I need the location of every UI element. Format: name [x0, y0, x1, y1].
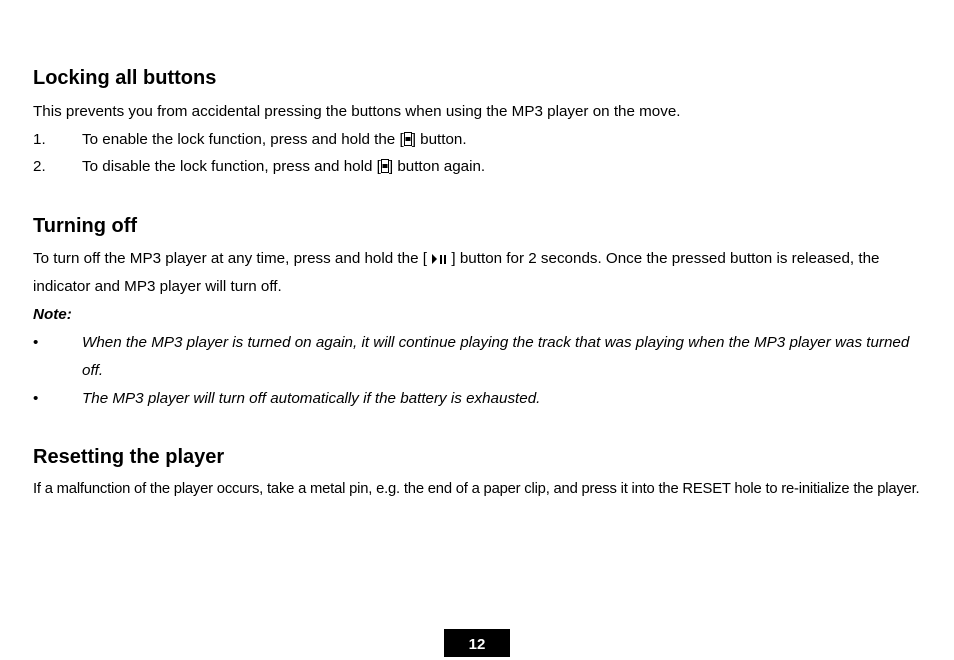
resetting-body: If a malfunction of the player occurs, take a metal pin, e.g. the end of a paper clip, and press it into the RESET hole to re-initialize the player. [33, 481, 920, 497]
note-item-1 [33, 329, 923, 385]
note-text: The MP3 player will turn off automatically if the battery is exhausted. [82, 390, 541, 407]
locking-step-2 [33, 153, 923, 181]
turning-off-body: To turn off the MP3 player at any time, press and hold the [ ] button for 2 seconds. Once the pressed button is released, the indicator and MP3 player will turn off. [33, 250, 880, 295]
page-number: 12 [444, 629, 510, 657]
note-item-2 [33, 385, 923, 413]
section-heading-resetting: Resetting the player [33, 446, 225, 468]
step-text: To enable the lock function, press and hold the [ ] button. [82, 131, 467, 148]
locking-step-1 [33, 126, 923, 154]
section-heading-turning-off: Turning off [33, 215, 138, 237]
lock-button-icon [381, 159, 389, 173]
bullet: • [33, 334, 39, 351]
step-number: 1. [33, 131, 46, 148]
locking-intro: This prevents you from accidental pressing the buttons when using the MP3 player on the move. [33, 103, 681, 120]
play-pause-icon [431, 253, 447, 265]
note-text: When the MP3 player is turned on again, it will continue playing the track that was playing when the MP3 player was turned off. [82, 334, 910, 379]
section-heading-locking: Locking all buttons [33, 67, 217, 89]
lock-button-icon [404, 132, 412, 146]
bullet: • [33, 390, 39, 407]
step-text: To disable the lock function, press and hold [ ] button again. [82, 158, 486, 175]
step-number: 2. [33, 158, 46, 175]
note-label: Note: [33, 306, 72, 323]
